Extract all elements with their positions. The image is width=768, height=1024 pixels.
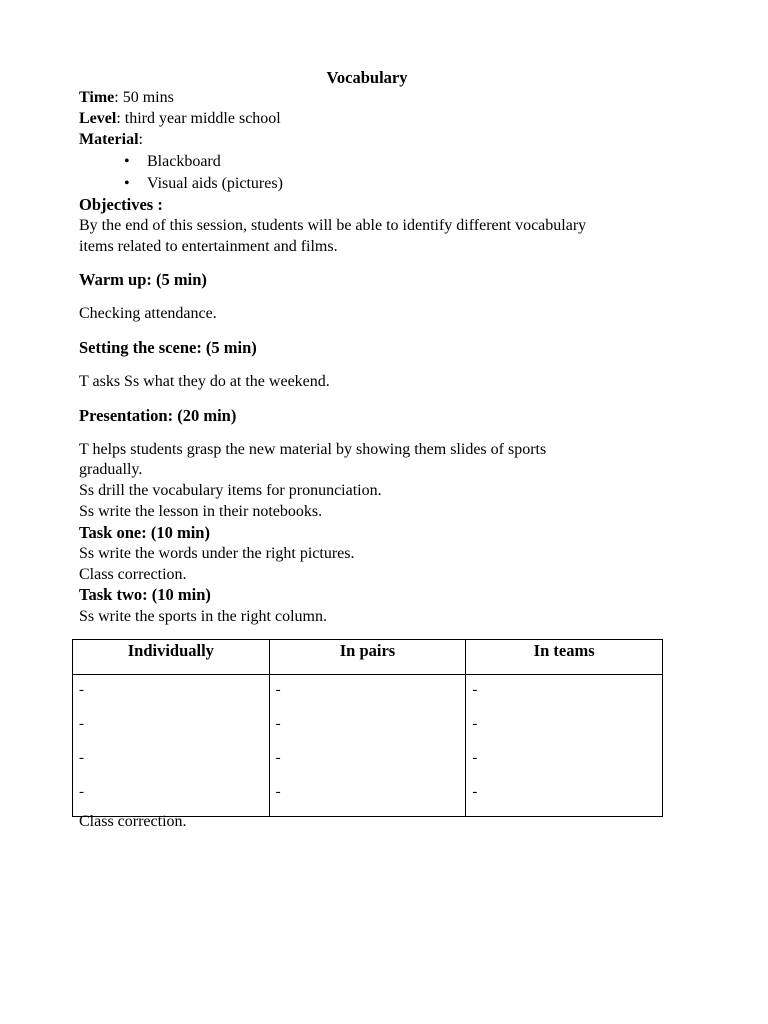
blank-entry: -: [79, 784, 84, 800]
blank-entry: -: [275, 784, 281, 800]
blank-entry: -: [472, 682, 478, 698]
time-line: [79, 88, 174, 108]
blank-entry: -: [472, 750, 478, 766]
bullet-icon: •: [124, 153, 130, 170]
task-two-text: Ss write the sports in the right column.: [79, 608, 327, 625]
level-label: Level: [79, 110, 117, 127]
bullet-icon: •: [124, 175, 130, 192]
setting-scene-text: T asks Ss what they do at the weekend.: [79, 373, 330, 390]
presentation-heading: Presentation: (20 min): [79, 406, 237, 425]
presentation-text: gradually.: [79, 461, 143, 478]
in-pairs-column-cell: [269, 675, 466, 817]
time-label: Time: [79, 89, 115, 106]
table-row: [73, 675, 663, 817]
page-title: Vocabulary: [326, 68, 408, 87]
material-item: [124, 152, 221, 172]
task-one-heading: Task one: (10 min): [79, 523, 210, 542]
presentation-text: Ss drill the vocabulary items for pronunciation.: [79, 482, 382, 499]
warm-up-heading: Warm up: (5 min): [79, 270, 207, 289]
warm-up-text: Checking attendance.: [79, 305, 217, 322]
closing-text: Class correction.: [79, 813, 187, 830]
sports-columns-table: [72, 639, 663, 817]
in-teams-column-cell: [466, 675, 663, 817]
dash-list: [73, 675, 269, 816]
blank-entry: -: [275, 716, 281, 732]
presentation-text: Ss write the lesson in their notebooks.: [79, 503, 323, 520]
material-line: [79, 130, 143, 150]
table-header-row: [73, 640, 663, 675]
blank-entry: -: [79, 716, 84, 732]
material-label: Material: [79, 131, 139, 148]
blank-entry: -: [79, 750, 84, 766]
presentation-text: T helps students grasp the new material by showing them slides of sports: [79, 441, 547, 458]
objectives-heading: Objectives :: [79, 195, 163, 214]
level-value: : third year middle school: [116, 110, 281, 127]
material-item: [124, 174, 283, 194]
time-value: : 50 mins: [114, 89, 174, 106]
dash-list: [466, 675, 662, 816]
blank-entry: -: [79, 682, 84, 698]
blank-entry: -: [472, 716, 478, 732]
setting-scene-heading: Setting the scene: (5 min): [79, 338, 257, 357]
level-line: [79, 109, 281, 129]
material-item-label: Visual aids (pictures): [147, 175, 283, 192]
material-item-label: Blackboard: [147, 153, 221, 170]
column-header-in-pairs: In pairs: [269, 640, 466, 675]
task-one-text: Class correction.: [79, 566, 187, 583]
individually-column-cell: [73, 675, 270, 817]
material-colon: :: [138, 131, 143, 148]
task-one-text: Ss write the words under the right pictures.: [79, 545, 355, 562]
objectives-text: By the end of this session, students will be able to identify different vocabulary: [79, 217, 587, 234]
blank-entry: -: [275, 682, 281, 698]
blank-entry: -: [472, 784, 478, 800]
dash-list: [270, 675, 466, 816]
task-two-heading: Task two: (10 min): [79, 585, 211, 604]
blank-entry: -: [275, 750, 281, 766]
objectives-text: items related to entertainment and films.: [79, 238, 338, 255]
column-header-individually: Individually: [73, 640, 270, 675]
column-header-in-teams: In teams: [466, 640, 663, 675]
